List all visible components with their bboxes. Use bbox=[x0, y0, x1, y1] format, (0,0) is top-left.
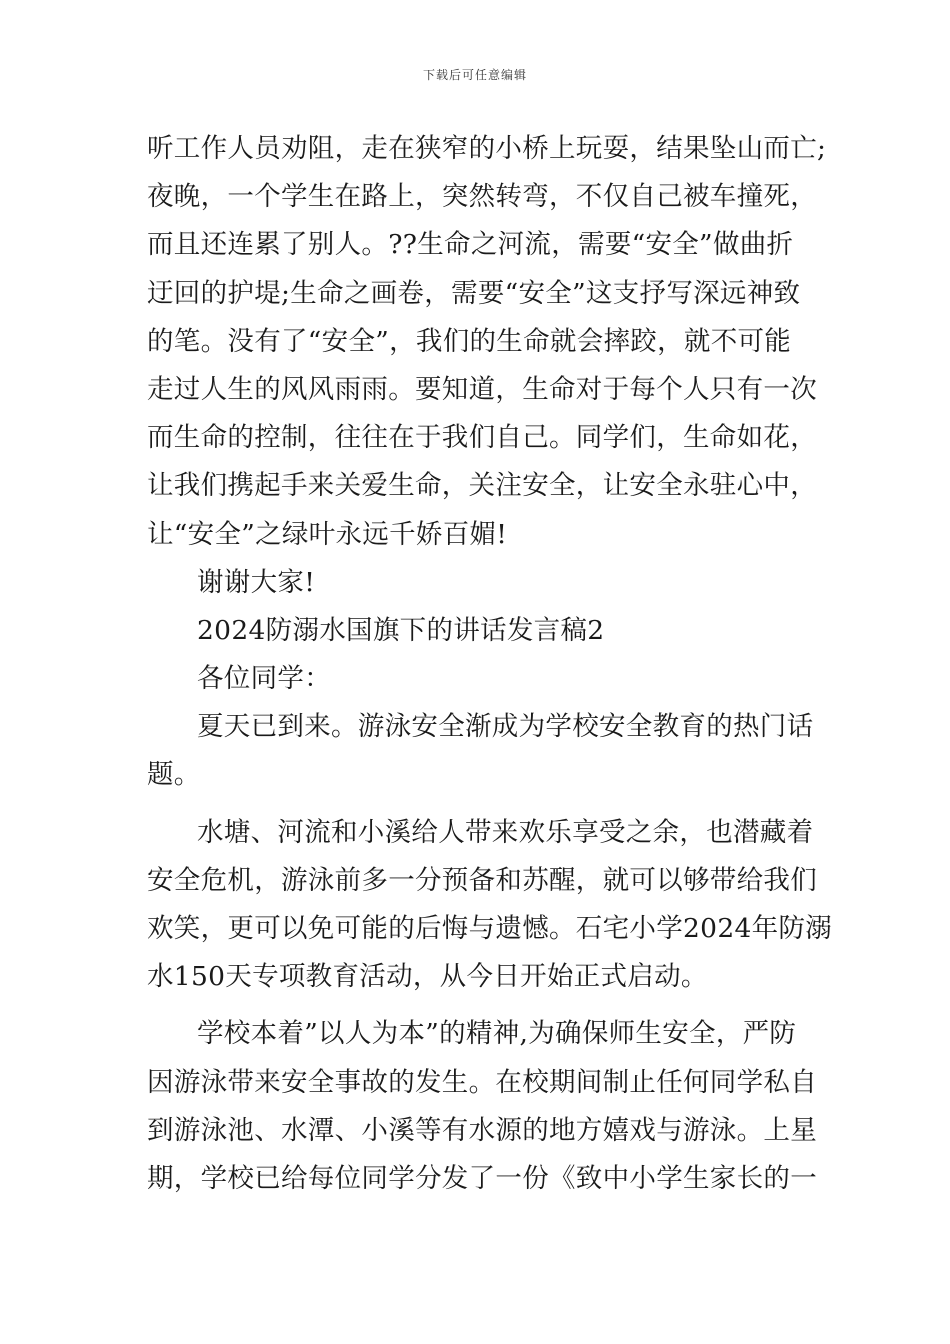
text-line: 而生命的控制，往往在于我们自己。同学们，生命如花， bbox=[147, 422, 817, 454]
text-line: 夜晚，一个学生在路上，突然转弯，不仅自己被车撞死， bbox=[147, 181, 817, 213]
text-line: 让“安全”之绿叶永远千娇百媚! bbox=[147, 518, 508, 550]
document-body bbox=[147, 125, 833, 1203]
text-line: 题。 bbox=[147, 759, 201, 791]
text-line: 夏天已到来。游泳安全渐成为学校安全教育的热门话 bbox=[197, 711, 814, 743]
text-line: 欢笑，更可以免可能的后悔与遗憾。石宅小学2024年防溺 bbox=[147, 913, 833, 944]
text-line: 安全危机，游泳前多一分预备和苏醒，就可以够带给我们 bbox=[147, 864, 817, 896]
text-line: 因游泳带来安全事故的发生。在校期间制止任何同学私自 bbox=[147, 1066, 817, 1098]
text-line: 期，学校已给每位同学分发了一份《致中小学生家长的一 bbox=[147, 1162, 817, 1194]
text-line: 的笔。没有了“安全”，我们的生命就会摔跤，就不可能 bbox=[147, 325, 792, 357]
closing-line: 谢谢大家! bbox=[197, 566, 316, 598]
text-line: 走过人生的风风雨雨。要知道，生命对于每个人只有一次 bbox=[147, 373, 817, 405]
text-line: 迂回的护堤;生命之画卷，需要“安全”这支抒写深远神致 bbox=[147, 277, 801, 309]
salutation: 各位同学： bbox=[197, 663, 331, 695]
page-header: 下载后可任意编辑 bbox=[422, 68, 527, 82]
text-line: 学校本着”以人为本”的精神,为确保师生安全，严防 bbox=[197, 1018, 797, 1050]
section-title: 2024防溺水国旗下的讲话发言稿2 bbox=[197, 614, 605, 646]
text-line: 水150天专项教育活动，从今日开始正式启动。 bbox=[147, 961, 708, 993]
text-line: 而且还连累了别人。??生命之河流，需要“安全”做曲折 bbox=[147, 229, 794, 261]
text-line: 到游泳池、水潭、小溪等有水源的地方嬉戏与游泳。上星 bbox=[147, 1114, 817, 1146]
text-line: 听工作人员劝阻，走在狭窄的小桥上玩耍，结果坠山而亡; bbox=[147, 133, 827, 164]
text-line: 让我们携起手来关爱生命，关注安全，让安全永驻心中， bbox=[147, 470, 817, 502]
text-line: 水塘、河流和小溪给人带来欢乐享受之余，也潜藏着 bbox=[197, 816, 814, 848]
